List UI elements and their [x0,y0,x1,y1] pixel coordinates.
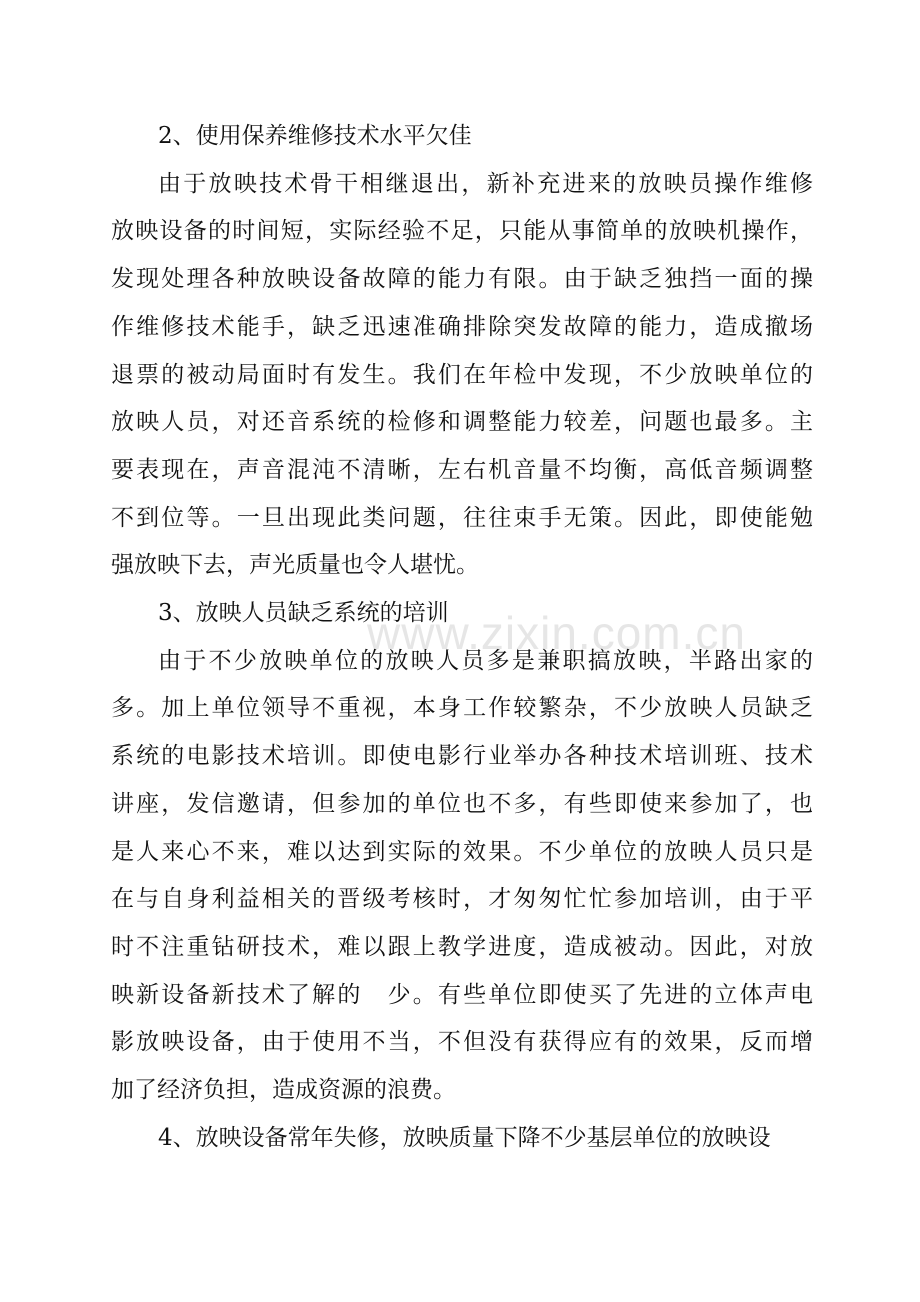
section-heading-2: 2、使用保养维修技术水平欠佳 [158,123,472,149]
section-heading-3: 3、放映人员缺乏系统的培训 [158,600,449,627]
paragraph-line: 强放映下去，声光质量也令人堪忧。 [111,552,479,579]
paragraph-line: 退票的被动局面时有发生。我们在年检中发现，不少放映单位的 [111,361,813,388]
section-paragraph-3 [111,638,813,1115]
paragraph-line: 多。加上单位领导不重视，本身工作较繁杂，不少放映人员缺乏 [111,695,813,722]
section-heading-4: 4、放映设备常年失修，放映质量下降不少基层单位的放映设 [158,1124,771,1151]
paragraph-line: 影放映设备，由于使用不当，不但没有获得应有的效果，反而增 [111,1029,813,1056]
paragraph-line: 由于不少放映单位的放映人员多是兼职搞放映，半路出家的 [158,647,813,674]
paragraph-line: 放映人员，对还音系统的检修和调整能力较差，问题也最多。主 [111,409,813,436]
paragraph-line: 发现处理各种放映设备故障的能力有限。由于缺乏独挡一面的操 [111,266,813,293]
paragraph-line: 放映设备的时间短，实际经验不足，只能从事简单的放映机操作， [111,218,813,245]
paragraph-line: 在与自身利益相关的晋级考核时，才匆匆忙忙参加培训，由于平 [111,886,813,913]
document-body [111,113,813,1162]
section-paragraph-2 [111,161,813,590]
paragraph-line: 不到位等。一旦出现此类问题，往往束手无策。因此，即使能勉 [111,504,813,531]
paragraph-line: 是人来心不来，难以达到实际的效果。不少单位的放映人员只是 [111,838,813,865]
paragraph-line: 由于放映技术骨干相继退出，新补充进来的放映员操作维修 [158,170,813,197]
watermark-text: www.zixin.com.cn [367,607,746,659]
paragraph-line: 映新设备新技术了解的 少。有些单位即使买了先进的立体声电 [111,981,813,1008]
paragraph-line: 系统的电影技术培训。即使电影行业举办各种技术培训班、技术 [111,743,813,770]
paragraph-line: 作维修技术能手，缺乏迅速准确排除突发故障的能力，造成撤场 [111,313,813,340]
paragraph-line: 加了经济负担，造成资源的浪费。 [111,1077,456,1104]
paragraph-line: 要表现在，声音混沌不清晰，左右机音量不均衡，高低音频调整 [111,456,813,483]
paragraph-line: 时不注重钻研技术，难以跟上教学进度，造成被动。因此，对放 [111,933,813,960]
paragraph-line: 讲座，发信邀请，但参加的单位也不多，有些即使来参加了，也 [111,790,813,817]
